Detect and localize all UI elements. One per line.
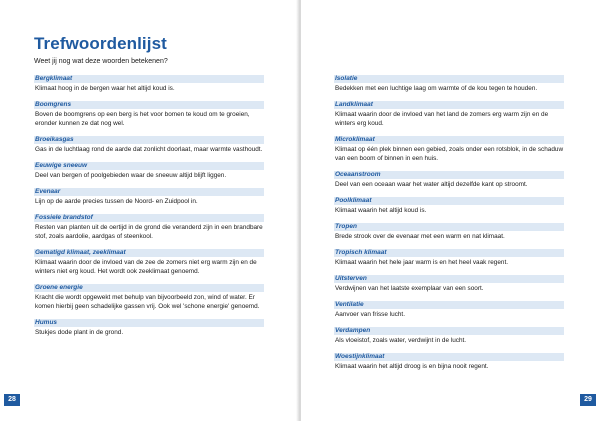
glossary-definition: Bedekken met een luchtige laag om warmte of de kou tegen te houden.	[335, 85, 538, 92]
glossary-term: Tropen	[334, 223, 564, 231]
glossary-term: Broeikasgas	[34, 136, 264, 144]
glossary-list-left	[34, 75, 264, 345]
glossary-entry	[334, 223, 564, 241]
glossary-entry	[334, 249, 564, 267]
glossary-term: Eeuwige sneeuw	[34, 162, 264, 170]
glossary-definition: Klimaat waarin het altijd koud is.	[335, 207, 427, 214]
glossary-entry	[334, 275, 564, 293]
glossary-definition: Klimaat waarin het altijd droog is en bijna nooit regent.	[335, 363, 489, 370]
glossary-entry	[334, 136, 564, 163]
glossary-definition: Brede strook over de evenaar met een warm en nat klimaat.	[335, 233, 505, 240]
glossary-term: Isolatie	[334, 75, 564, 83]
glossary-definition: Verdwijnen van het laatste exemplaar van een soort.	[335, 285, 484, 292]
glossary-entry	[34, 75, 264, 93]
glossary-definition: Deel van een oceaan waar het water altijd dezelfde kant op stroomt.	[335, 181, 528, 188]
glossary-definition: Lijn op de aarde precies tussen de Noord- en Zuidpool in.	[35, 198, 198, 205]
glossary-entry	[334, 327, 564, 345]
glossary-entry	[34, 136, 264, 154]
glossary-definition: Stukjes dode plant in de grond.	[35, 329, 124, 336]
page-title: Trefwoordenlijst	[34, 34, 167, 53]
page-number-right: 29	[580, 394, 596, 406]
glossary-entry	[34, 319, 264, 337]
glossary-entry	[334, 171, 564, 189]
glossary-definition: Aanvoer van frisse lucht.	[335, 311, 405, 318]
glossary-term: Tropisch klimaat	[334, 249, 564, 257]
glossary-term: Poolklimaat	[334, 197, 564, 205]
glossary-entry	[334, 353, 564, 371]
glossary-term: Evenaar	[34, 188, 264, 196]
glossary-term: Uitsterven	[334, 275, 564, 283]
glossary-term: Humus	[34, 319, 264, 327]
page-number-left: 28	[4, 394, 20, 406]
glossary-term: Fossiele brandstof	[34, 214, 264, 222]
glossary-definition: Gas in de luchtlaag rond de aarde dat zonlicht doorlaat, maar warmte vasthoudt.	[35, 146, 263, 153]
glossary-definition: Boven de boomgrens op een berg is het voor bomen te koud om te groeien, eronder kunnen ze dat nog wel.	[35, 111, 250, 127]
glossary-term: Landklimaat	[334, 101, 564, 109]
glossary-definition: Kracht die wordt opgewekt met behulp van bijvoorbeeld zon, wind of water. Er komen hierbij geen schadelijke gassen vrij. Ook wel 'schone energie' genoemd.	[35, 294, 260, 310]
glossary-definition: Als vloeistof, zoals water, verdwijnt in de lucht.	[335, 337, 467, 344]
glossary-entry	[34, 214, 264, 241]
glossary-entry	[34, 284, 264, 311]
glossary-term: Microklimaat	[334, 136, 564, 144]
glossary-entry	[34, 249, 264, 276]
glossary-term: Woestijnklimaat	[334, 353, 564, 361]
glossary-definition: Klimaat op één plek binnen een gebied, zoals onder een rotsblok, in de schaduw van een boom of binnen in een huis.	[335, 146, 564, 162]
glossary-entry	[34, 188, 264, 206]
glossary-term: Gematigd klimaat, zeeklimaat	[34, 249, 264, 257]
glossary-term: Bergklimaat	[34, 75, 264, 83]
glossary-definition: Deel van bergen of poolgebieden waar de sneeuw altijd blijft liggen.	[35, 172, 227, 179]
glossary-entry	[34, 162, 264, 180]
glossary-term: Boomgrens	[34, 101, 264, 109]
glossary-entry	[334, 301, 564, 319]
glossary-entry	[334, 75, 564, 93]
glossary-term: Ventilatie	[334, 301, 564, 309]
glossary-entry	[34, 101, 264, 128]
glossary-definition: Klimaat waarin het hele jaar warm is en het heel vaak regent.	[335, 259, 508, 266]
glossary-entry	[334, 197, 564, 215]
glossary-list-right	[334, 75, 564, 379]
glossary-term: Groene energie	[34, 284, 264, 292]
page-subtitle: Weet jij nog wat deze woorden betekenen?	[34, 58, 168, 65]
glossary-term: Verdampen	[334, 327, 564, 335]
glossary-term: Oceaanstroom	[334, 171, 564, 179]
glossary-definition: Klimaat hoog in de bergen waar het altijd koud is.	[35, 85, 175, 92]
glossary-definition: Klimaat waarin door de invloed van het land de zomers erg warm zijn en de winters erg koud.	[335, 111, 549, 127]
left-page	[0, 0, 299, 421]
glossary-definition: Klimaat waarin door de invloed van de zee de zomers niet erg warm zijn en de winters niet erg koud. Het wordt ook zeeklimaat genoemd.	[35, 259, 257, 275]
glossary-definition: Resten van planten uit de oertijd in de grond die veranderd zijn in een brandbare stof, zoals aardolie, aardgas of steenkool.	[35, 224, 263, 240]
glossary-entry	[334, 101, 564, 128]
